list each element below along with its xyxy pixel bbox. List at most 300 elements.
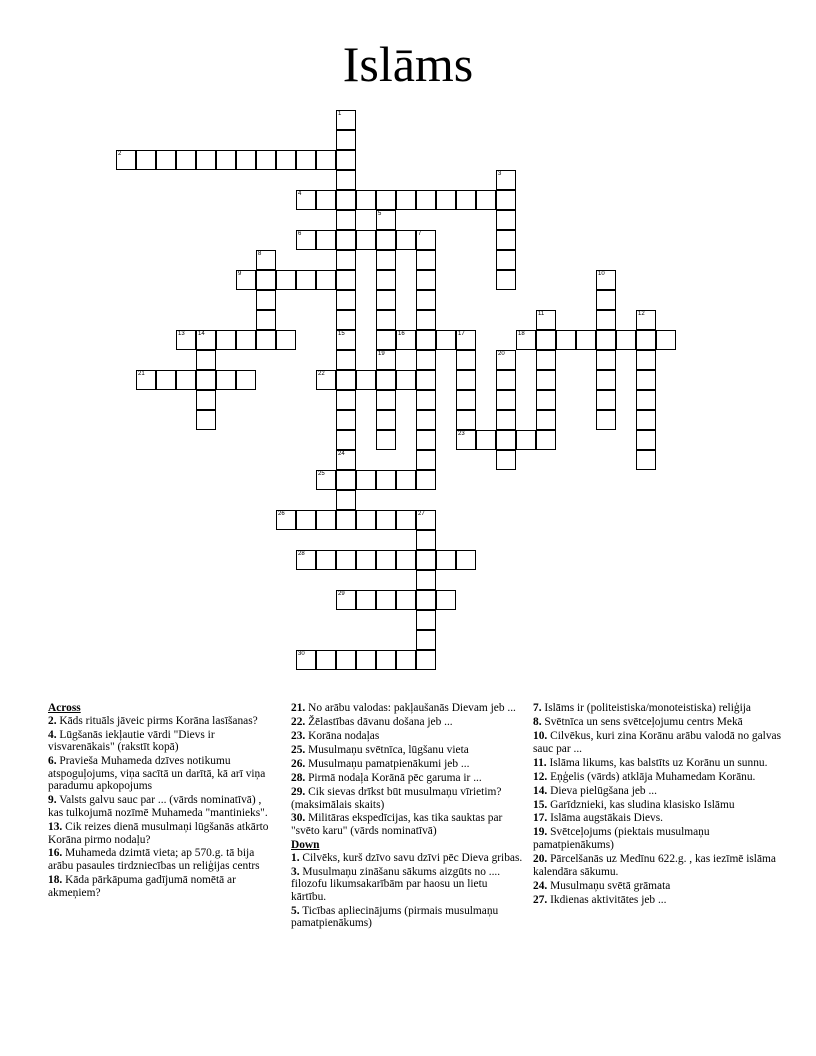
cell-number: 28: [298, 551, 305, 557]
grid-cell[interactable]: [436, 590, 456, 610]
cell-number: 6: [298, 231, 302, 237]
grid-cell[interactable]: [376, 290, 396, 310]
across-clue: [291, 758, 523, 771]
cell-number: 4: [298, 191, 302, 197]
grid-cell[interactable]: [336, 130, 356, 150]
grid-cell[interactable]: [416, 650, 436, 670]
cell-number: 21: [138, 371, 145, 377]
grid-cell[interactable]: [316, 370, 336, 390]
grid-cell[interactable]: [336, 590, 356, 610]
clue-text: Pirmā nodaļa Korānā pēc garuma ir ...: [305, 771, 482, 784]
grid-cell[interactable]: [316, 190, 336, 210]
down-clue: [533, 757, 786, 770]
grid-cell[interactable]: [456, 390, 476, 410]
grid-cell[interactable]: [596, 290, 616, 310]
cell-number: 15: [338, 331, 345, 337]
grid-cell[interactable]: [196, 370, 216, 390]
grid-cell[interactable]: [416, 430, 436, 450]
grid-cell[interactable]: [176, 370, 196, 390]
clue-text: Eņģelis (vārds) atklāja Muhamedam Korānu.: [547, 770, 756, 783]
grid-cell[interactable]: [136, 150, 156, 170]
grid-cell[interactable]: [336, 230, 356, 250]
grid-cell[interactable]: [536, 410, 556, 430]
clue-number: 24.: [533, 879, 548, 892]
grid-cell[interactable]: [596, 390, 616, 410]
cell-number: 23: [458, 431, 465, 437]
clue-text: Žēlastības dāvanu došana jeb ...: [305, 715, 453, 728]
clue-text: Pārcelšanās uz Medīnu 622.g. , kas iezīmē islāma kalendāra sākumu.: [533, 853, 776, 878]
grid-cell[interactable]: [196, 330, 216, 350]
grid-cell[interactable]: [416, 390, 436, 410]
grid-cell[interactable]: [416, 230, 436, 250]
grid-cell[interactable]: [236, 370, 256, 390]
grid-cell[interactable]: [396, 550, 416, 570]
grid-cell[interactable]: [336, 150, 356, 170]
cell-number: 27: [418, 511, 425, 517]
grid-cell[interactable]: [416, 470, 436, 490]
grid-cell[interactable]: [296, 190, 316, 210]
grid-cell[interactable]: [336, 330, 356, 350]
cell-number: 30: [298, 651, 305, 657]
grid-cell[interactable]: [416, 550, 436, 570]
clue-number: 22.: [291, 715, 306, 728]
grid-cell[interactable]: [396, 590, 416, 610]
grid-cell[interactable]: [376, 510, 396, 530]
grid-cell[interactable]: [496, 390, 516, 410]
grid-cell[interactable]: [636, 410, 656, 430]
clue-text: Ikdienas aktivitātes jeb ...: [547, 893, 667, 906]
grid-cell[interactable]: [576, 330, 596, 350]
grid-cell[interactable]: [336, 270, 356, 290]
clue-number: 3.: [291, 865, 300, 878]
grid-cell[interactable]: [496, 230, 516, 250]
grid-cell[interactable]: [256, 290, 276, 310]
grid-cell[interactable]: [416, 250, 436, 270]
grid-cell[interactable]: [276, 150, 296, 170]
across-clue: [48, 794, 270, 819]
grid-cell[interactable]: [356, 650, 376, 670]
clue-text: Cik sievas drīkst būt musulmaņu vīrietim? (maksimālais skaits): [291, 785, 502, 811]
clue-text: Islāma likums, kas balstīts uz Korānu un sunnu.: [546, 756, 768, 769]
grid-cell[interactable]: [516, 430, 536, 450]
across-clue: [291, 812, 523, 837]
clue-text: Musulmaņu pamatpienākumi jeb ...: [305, 757, 470, 770]
grid-cell[interactable]: [336, 310, 356, 330]
grid-cell[interactable]: [376, 190, 396, 210]
grid-cell[interactable]: [456, 410, 476, 430]
clue-number: 23.: [291, 729, 306, 742]
across-clue: [48, 715, 270, 728]
grid-cell[interactable]: [536, 330, 556, 350]
clue-text: Kāda pārkāpuma gadījumā nomētā ar akmeņiem?: [48, 874, 236, 899]
cell-number: 24: [338, 451, 345, 457]
clue-text: Musulmaņu svētā grāmata: [547, 879, 671, 892]
cell-number: 18: [518, 331, 525, 337]
grid-cell[interactable]: [336, 290, 356, 310]
grid-cell[interactable]: [496, 410, 516, 430]
grid-cell[interactable]: [656, 330, 676, 350]
clue-text: Islāms ir (politeistiska/monoteistiska) reliģija: [541, 702, 751, 714]
grid-cell[interactable]: [376, 310, 396, 330]
grid-cell[interactable]: [536, 390, 556, 410]
clue-number: 15.: [533, 798, 548, 811]
across-clue: [48, 755, 270, 793]
down-clue: [533, 799, 786, 812]
clue-number: 18.: [48, 874, 63, 887]
grid-cell[interactable]: [376, 390, 396, 410]
clue-column-2: [291, 702, 523, 931]
grid-cell[interactable]: [296, 550, 316, 570]
grid-cell[interactable]: [336, 510, 356, 530]
clue-number: 21.: [291, 702, 306, 714]
grid-cell[interactable]: [596, 410, 616, 430]
clue-number: 6.: [48, 755, 57, 768]
clue-text: Cilvēkus, kuri zina Korānu arābu valodā no galvas sauc par ...: [533, 729, 782, 755]
clue-number: 8.: [533, 715, 542, 728]
grid-cell[interactable]: [116, 150, 136, 170]
grid-cell[interactable]: [336, 390, 356, 410]
grid-cell[interactable]: [416, 310, 436, 330]
grid-cell[interactable]: [536, 370, 556, 390]
clue-text: Militāras ekspedīcijas, kas tika sauktas par "svēto karu" (vārds nominatīvā): [291, 812, 503, 838]
grid-cell[interactable]: [596, 370, 616, 390]
down-clue: [291, 905, 523, 930]
grid-cell[interactable]: [456, 190, 476, 210]
grid-cell[interactable]: [496, 190, 516, 210]
cell-number: 19: [378, 351, 385, 357]
across-clue: [48, 729, 270, 754]
clue-text: Valsts galvu sauc par ... (vārds nominatīvā) , kas tulkojumā nozīmē Muhameda "mantinieks".: [48, 794, 268, 819]
grid-cell[interactable]: [196, 150, 216, 170]
grid-cell[interactable]: [456, 430, 476, 450]
down-clue: [533, 730, 786, 755]
grid-cell[interactable]: [496, 450, 516, 470]
clue-text: Korāna nodaļas: [305, 729, 380, 742]
clue-text: Dieva pielūgšana jeb ...: [547, 784, 658, 797]
cell-number: 1: [338, 111, 342, 117]
grid-cell[interactable]: [376, 370, 396, 390]
grid-cell[interactable]: [416, 350, 436, 370]
grid-cell[interactable]: [376, 230, 396, 250]
clue-text: Ticības apliecinājums (pirmais musulmaņu pamatpienākums): [291, 904, 499, 930]
cell-number: 8: [258, 251, 262, 257]
clue-text: Musulmaņu svētnīca, lūgšanu vieta: [305, 743, 469, 756]
across-clue: [291, 730, 523, 743]
grid-cell[interactable]: [416, 510, 436, 530]
grid-cell[interactable]: [316, 470, 336, 490]
grid-cell[interactable]: [396, 330, 416, 350]
grid-cell[interactable]: [496, 250, 516, 270]
cell-number: 7: [418, 231, 422, 237]
grid-cell[interactable]: [516, 330, 536, 350]
across-clue: [291, 716, 523, 729]
grid-cell[interactable]: [356, 470, 376, 490]
grid-cell[interactable]: [336, 550, 356, 570]
grid-cell[interactable]: [276, 510, 296, 530]
grid-cell[interactable]: [456, 370, 476, 390]
grid-cell[interactable]: [376, 210, 396, 230]
grid-cell[interactable]: [336, 170, 356, 190]
clue-text: No arābu valodas: pakļaušanās Dievam jeb ...: [305, 702, 516, 714]
clue-text: Cilvēks, kurš dzīvo savu dzīvi pēc Dieva gribas.: [299, 851, 523, 864]
grid-cell[interactable]: [336, 110, 356, 130]
grid-cell[interactable]: [356, 370, 376, 390]
down-clue: [533, 826, 786, 851]
grid-cell[interactable]: [296, 510, 316, 530]
grid-cell[interactable]: [296, 230, 316, 250]
grid-cell[interactable]: [316, 550, 336, 570]
clue-column-1: [48, 702, 270, 901]
grid-cell[interactable]: [296, 650, 316, 670]
clue-number: 4.: [48, 728, 57, 741]
grid-cell[interactable]: [496, 370, 516, 390]
grid-cell[interactable]: [356, 230, 376, 250]
grid-cell[interactable]: [376, 590, 396, 610]
grid-cell[interactable]: [636, 450, 656, 470]
grid-cell[interactable]: [336, 450, 356, 470]
grid-cell[interactable]: [256, 150, 276, 170]
cell-number: 26: [278, 511, 285, 517]
cell-number: 17: [458, 331, 465, 337]
grid-cell[interactable]: [256, 250, 276, 270]
grid-cell[interactable]: [436, 550, 456, 570]
grid-cell[interactable]: [536, 310, 556, 330]
grid-cell[interactable]: [336, 190, 356, 210]
grid-cell[interactable]: [556, 330, 576, 350]
grid-cell[interactable]: [476, 430, 496, 450]
grid-cell[interactable]: [376, 330, 396, 350]
grid-cell[interactable]: [336, 490, 356, 510]
grid-cell[interactable]: [276, 270, 296, 290]
grid-cell[interactable]: [336, 370, 356, 390]
grid-cell[interactable]: [176, 150, 196, 170]
cell-number: 5: [378, 211, 382, 217]
grid-cell[interactable]: [636, 370, 656, 390]
grid-cell[interactable]: [236, 270, 256, 290]
grid-cell[interactable]: [336, 470, 356, 490]
grid-cell[interactable]: [456, 550, 476, 570]
clue-number: 16.: [48, 847, 63, 860]
grid-cell[interactable]: [336, 210, 356, 230]
clue-number: 2.: [48, 714, 57, 727]
grid-cell[interactable]: [416, 290, 436, 310]
grid-cell[interactable]: [636, 310, 656, 330]
clue-number: 7.: [533, 702, 542, 714]
clue-text: Svētnīca un sens svētceļojumu centrs Mekā: [541, 715, 743, 728]
clue-text: Pravieša Muhameda dzīves notikumu atspoguļojums, viņa sacītā un darītā, kā arī viņa paradumu apkopojums: [48, 755, 266, 793]
down-clue: [533, 702, 786, 715]
grid-cell[interactable]: [296, 150, 316, 170]
grid-cell[interactable]: [296, 270, 316, 290]
grid-cell[interactable]: [456, 350, 476, 370]
grid-cell[interactable]: [156, 150, 176, 170]
clue-text: Svētceļojums (piektais musulmaņu pamatpienākums): [533, 826, 710, 852]
grid-cell[interactable]: [336, 350, 356, 370]
grid-cell[interactable]: [196, 350, 216, 370]
clue-number: 1.: [291, 851, 300, 864]
grid-cell[interactable]: [236, 150, 256, 170]
grid-cell[interactable]: [276, 330, 296, 350]
cell-number: 3: [498, 171, 502, 177]
grid-cell[interactable]: [256, 330, 276, 350]
grid-cell[interactable]: [216, 150, 236, 170]
grid-cell[interactable]: [176, 330, 196, 350]
grid-cell[interactable]: [636, 350, 656, 370]
clue-number: 9.: [48, 794, 57, 807]
grid-cell[interactable]: [256, 270, 276, 290]
grid-cell[interactable]: [356, 190, 376, 210]
grid-cell[interactable]: [196, 390, 216, 410]
across-clue: [48, 821, 270, 846]
grid-cell[interactable]: [596, 270, 616, 290]
grid-cell[interactable]: [496, 430, 516, 450]
cell-number: 9: [238, 271, 242, 277]
cell-number: 13: [178, 331, 185, 337]
grid-cell[interactable]: [536, 350, 556, 370]
down-clue: [533, 880, 786, 893]
grid-cell[interactable]: [216, 370, 236, 390]
grid-cell[interactable]: [236, 330, 256, 350]
grid-cell[interactable]: [376, 250, 396, 270]
grid-cell[interactable]: [636, 390, 656, 410]
down-header: Down: [291, 839, 320, 852]
grid-cell[interactable]: [376, 430, 396, 450]
grid-cell[interactable]: [256, 310, 276, 330]
across-clue: [48, 847, 270, 872]
grid-cell[interactable]: [396, 470, 416, 490]
grid-cell[interactable]: [416, 610, 436, 630]
grid-cell[interactable]: [416, 410, 436, 430]
grid-cell[interactable]: [616, 330, 636, 350]
grid-cell[interactable]: [356, 590, 376, 610]
page-title: Islāms: [342, 36, 474, 92]
grid-cell[interactable]: [596, 350, 616, 370]
grid-cell[interactable]: [336, 250, 356, 270]
cell-number: 16: [398, 331, 405, 337]
cell-number: 20: [498, 351, 505, 357]
clue-text: Islāma augstākais Dievs.: [547, 812, 664, 825]
clue-number: 13.: [48, 820, 63, 833]
grid-cell[interactable]: [416, 270, 436, 290]
grid-cell[interactable]: [396, 190, 416, 210]
across-header: Across: [48, 702, 81, 714]
grid-cell[interactable]: [376, 470, 396, 490]
across-clue: [291, 702, 523, 715]
clue-number: 20.: [533, 853, 548, 866]
grid-cell[interactable]: [416, 590, 436, 610]
clue-text: Lūgšanās iekļautie vārdi "Dievs ir visvarenākais" (rakstīt kopā): [48, 728, 215, 754]
cell-number: 12: [638, 311, 645, 317]
across-clue: [291, 744, 523, 757]
grid-cell[interactable]: [476, 190, 496, 210]
cell-number: 11: [538, 311, 545, 317]
grid-cell[interactable]: [336, 430, 356, 450]
grid-cell[interactable]: [596, 330, 616, 350]
grid-cell[interactable]: [636, 430, 656, 450]
clue-number: 25.: [291, 743, 306, 756]
clue-text: Muhameda dzimtā vieta; ap 570.g. tā bija arābu pasaules tirdzniecības un reliģijas centrs: [48, 847, 260, 873]
grid-cell[interactable]: [136, 370, 156, 390]
grid-cell[interactable]: [396, 650, 416, 670]
grid-cell[interactable]: [336, 410, 356, 430]
grid-cell[interactable]: [356, 550, 376, 570]
grid-cell[interactable]: [416, 370, 436, 390]
grid-cell[interactable]: [376, 550, 396, 570]
clue-number: 5.: [291, 904, 300, 917]
clue-number: 14.: [533, 784, 548, 797]
down-clue: [291, 866, 523, 904]
clue-text: Garīdznieki, kas sludina klasisko Islāmu: [547, 798, 735, 811]
cell-number: 10: [598, 271, 605, 277]
grid-cell[interactable]: [416, 570, 436, 590]
clue-text: Kāds rituāls jāveic pirms Korāna lasīšanas?: [56, 714, 258, 727]
clue-number: 29.: [291, 785, 306, 798]
cell-number: 25: [318, 471, 325, 477]
grid-cell[interactable]: [416, 330, 436, 350]
grid-cell[interactable]: [436, 330, 456, 350]
grid-cell[interactable]: [216, 330, 236, 350]
down-clue: [533, 894, 786, 907]
grid-cell[interactable]: [536, 430, 556, 450]
grid-cell[interactable]: [316, 270, 336, 290]
grid-cell[interactable]: [316, 150, 336, 170]
clue-number: 17.: [533, 812, 548, 825]
grid-cell[interactable]: [156, 370, 176, 390]
down-clue: [533, 785, 786, 798]
grid-cell[interactable]: [456, 330, 476, 350]
down-clue: [533, 853, 786, 878]
grid-cell[interactable]: [416, 630, 436, 650]
grid-cell[interactable]: [316, 230, 336, 250]
clue-number: 28.: [291, 771, 306, 784]
grid-cell[interactable]: [636, 330, 656, 350]
grid-cell[interactable]: [376, 270, 396, 290]
grid-cell[interactable]: [496, 270, 516, 290]
grid-cell[interactable]: [196, 410, 216, 430]
grid-cell[interactable]: [336, 650, 356, 670]
down-clue: [291, 852, 523, 865]
across-clue: [48, 874, 270, 899]
clue-text: Cik reizes dienā musulmaņi lūgšanās atkārto Korāna pirmo nodaļu?: [48, 820, 269, 846]
grid-cell[interactable]: [496, 350, 516, 370]
grid-cell[interactable]: [396, 230, 416, 250]
grid-cell[interactable]: [316, 650, 336, 670]
clue-number: 30.: [291, 812, 306, 825]
grid-cell[interactable]: [376, 410, 396, 430]
grid-cell[interactable]: [356, 510, 376, 530]
down-clue: [533, 771, 786, 784]
grid-cell[interactable]: [496, 170, 516, 190]
grid-cell[interactable]: [416, 450, 436, 470]
grid-cell[interactable]: [416, 190, 436, 210]
cell-number: 29: [338, 591, 345, 597]
grid-cell[interactable]: [496, 210, 516, 230]
grid-cell[interactable]: [396, 510, 416, 530]
cell-number: 2: [118, 151, 122, 157]
clue-number: 19.: [533, 826, 548, 839]
clue-text: Musulmaņu zināšanu sākums aizgūts no .... filozofu likumsakarībām par haosu un lietu kārtību.: [291, 865, 501, 903]
grid-cell[interactable]: [376, 350, 396, 370]
grid-cell[interactable]: [316, 510, 336, 530]
grid-cell[interactable]: [416, 530, 436, 550]
clue-number: 12.: [533, 770, 548, 783]
clue-number: 26.: [291, 757, 306, 770]
clue-number: 10.: [533, 729, 548, 742]
grid-cell[interactable]: [376, 650, 396, 670]
grid-cell[interactable]: [436, 190, 456, 210]
grid-cell[interactable]: [396, 370, 416, 390]
grid-cell[interactable]: [596, 310, 616, 330]
